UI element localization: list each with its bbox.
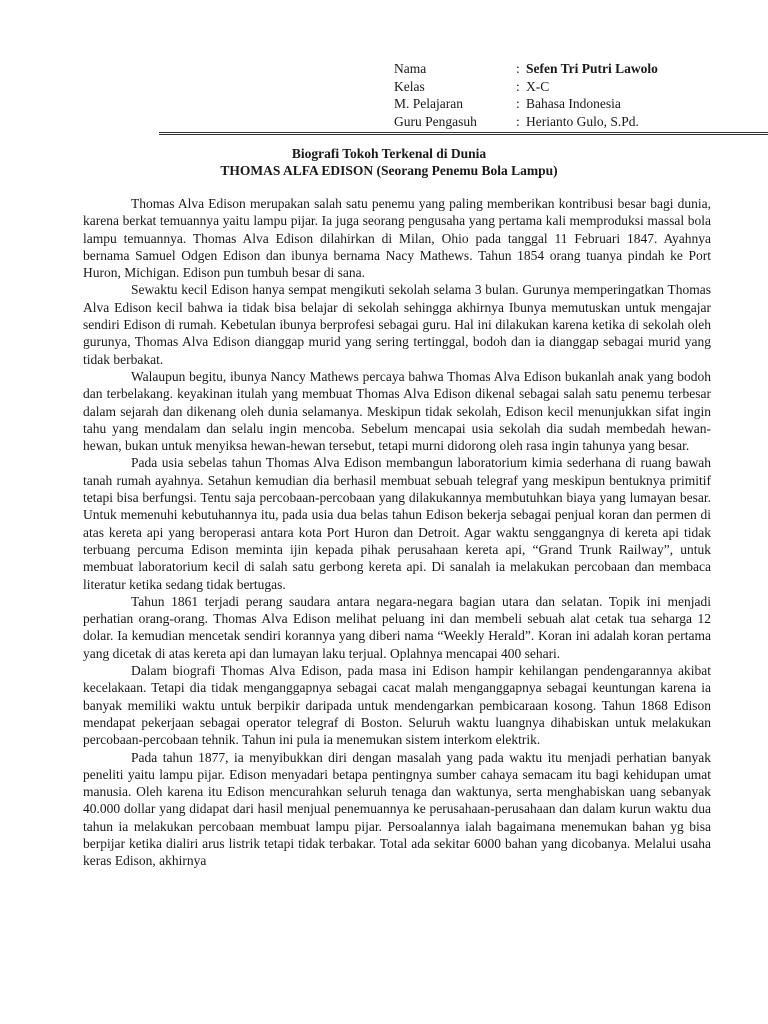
paragraph: Thomas Alva Edison merupakan salah satu penemu yang paling memberikan kontribusi besar bagi dunia, karena berkat temuannya yaitu lampu pijar. Ia juga seorang pengusaha yang pertama kali memproduksi massal bola lampu temuannya. Thomas Alva Edison dilahirkan di Milan, Ohio pada tanggal 11 Februari 1847. Ayahnya bernama Samuel Odgen Edison dan ibunya bernama Nacy Mathews. Tahun 1854 orang tuanya pindah ke Port Huron, Michigan. Edison pun tumbuh besar di sana.	[83, 196, 711, 281]
info-label: Nama	[394, 61, 427, 76]
info-value-nama: Sefen Tri Putri Lawolo	[526, 61, 658, 76]
info-label: Guru Pengasuh	[394, 113, 477, 129]
info-row-kelas	[394, 78, 714, 96]
title-line-2: THOMAS ALFA EDISON (Seorang Penemu Bola Lampu)	[220, 163, 558, 178]
info-row-nama	[394, 60, 714, 78]
paragraph: Pada tahun 1877, ia menyibukkan diri dengan masalah yang pada waktu itu menjadi perhatian banyak peneliti yaitu lampu pijar. Edison menyadari betapa pentingnya sumber cahaya semacam itu bagi kehidupan umat manusia. Oleh karena itu Edison mencurahkan seluruh tenaga dan waktunya, serta menghabiskan uang sebanyak 40.000 dollar yang didapat dari hasil menjual penemuannya ke perusahaan-perusahaan dan dalam kurun waktu dua tahun ia melakukan percobaan membuat lampu pijar. Persoalannya ialah bagaimana menemukan bahan yg bisa berpijar ketika dialiri arus listrik tetapi tidak terbakar. Total ada sekitar 6000 bahan yang dicobanya. Melalui usaha keras Edison, akhirnya	[83, 749, 711, 869]
paragraph: Dalam biografi Thomas Alva Edison, pada masa ini Edison hampir kehilangan pendengarannya akibat kecelakaan. Tetapi dia tidak menganggapnya sebagai cacat malah menganggapnya sebagai keuntungan karena ia banyak memiliki waktu untuk berpikir daripada untuk mendengarkan pembicaraan kosong. Tahun 1868 Edison mendapat pekerjaan sebagai operator telegraf di Boston. Seluruh waktu luangnya dihabiskan untuk melakukan percobaan-percobaan tehnik. Tahun ini pula ia menemukan sistem interkom elektrik.	[83, 663, 711, 748]
info-colon: :	[516, 78, 520, 94]
info-colon: :	[516, 61, 520, 76]
title-line-1: Biografi Tokoh Terkenal di Dunia	[291, 146, 487, 161]
paragraph: Pada usia sebelas tahun Thomas Alva Edison membangun laboratorium kimia sederhana di ruang bawah tanah rumah ayahnya. Setahun kemudian dia berhasil membuat sebuah telegraf yang meskipun bentuknya primitif tetapi bisa berfungsi. Tentu saja percobaan-percobaan yang dilakukannya membutuhkan biaya yang lumayan besar. Untuk memenuhi kebutuhannya itu, pada usia dua belas tahun Edison bekerja sebagai penjual koran dan permen di atas kereta api yang beroperasi antara kota Port Huron dan Detroit. Agar waktu senggangnya di kereta api tidak terbuang percuma Edison meminta ijin kepada pihak perusahaan kereta api, “Grand Trunk Railway”, untuk membuat laboratorium kecil di salah satu gerbong kereta api. Di sanalah ia melakukan percobaan dan membaca literatur ketika sedang tidak bertugas.	[83, 455, 711, 592]
info-value-kelas: X-C	[526, 78, 550, 94]
info-value-pelajaran: Bahasa Indonesia	[526, 96, 621, 111]
info-value-guru: Herianto Gulo, S.Pd.	[526, 113, 639, 129]
info-colon: :	[516, 113, 520, 129]
paragraph: Sewaktu kecil Edison hanya sempat mengikuti sekolah selama 3 bulan. Gurunya memperingatkan Thomas Alva Edison kecil bahwa ia tidak bisa belajar di sekolah sehingga akhirnya Ibunya memutuskan untuk mengajar sendiri Edison di rumah. Kebetulan ibunya berprofesi sebagai guru. Hal ini dilakukan karena ketika di sekolah oleh gurunya, Thomas Alva Edison dianggap murid yang sering tertinggal, bodoh dan ia dianggap sebagai murid yang tidak berbakat.	[83, 282, 711, 367]
info-row-guru	[394, 113, 714, 131]
paragraph: Walaupun begitu, ibunya Nancy Mathews percaya bahwa Thomas Alva Edison bukanlah anak yang bodoh dan terbelakang. keyakinan itulah yang membuat Thomas Alva Edison dikenal sebagai salah satu penemu terbesar dalam sejarah dan dikenang oleh dunia selamanya. Meskipun tidak sekolah, Edison kecil menunjukkan sifat ingin tahu yang mendalam dan selalu ingin mencoba. Sebelum mencapai usia sekolah dia sudah membedah hewan-hewan, bukan untuk menyiksa hewan-hewan tersebut, tetapi murni didorong oleh rasa ingin tahunya yang besar.	[83, 368, 711, 454]
info-colon: :	[516, 96, 520, 111]
biography-body	[83, 195, 711, 870]
info-row-pelajaran	[394, 95, 714, 113]
double-divider	[159, 132, 768, 135]
paragraph: Tahun 1861 terjadi perang saudara antara negara-negara bagian utara dan selatan. Topik ini menjadi perhatian orang-orang. Thomas Alva Edison melihat peluang ini dan membeli sebuah alat cetak tua seharga 12 dolar. Ia kemudian mencetak sendiri korannya yang diberi nama “Weekly Herald”. Koran ini adalah koran pertama yang dicetak di atas kereta api dan lumayan laku terjual. Oplahnya mencapai 400 sehari.	[83, 593, 711, 661]
student-info	[394, 60, 714, 130]
document-title	[83, 145, 695, 179]
info-label: Kelas	[394, 78, 425, 94]
info-label: M. Pelajaran	[394, 96, 463, 111]
